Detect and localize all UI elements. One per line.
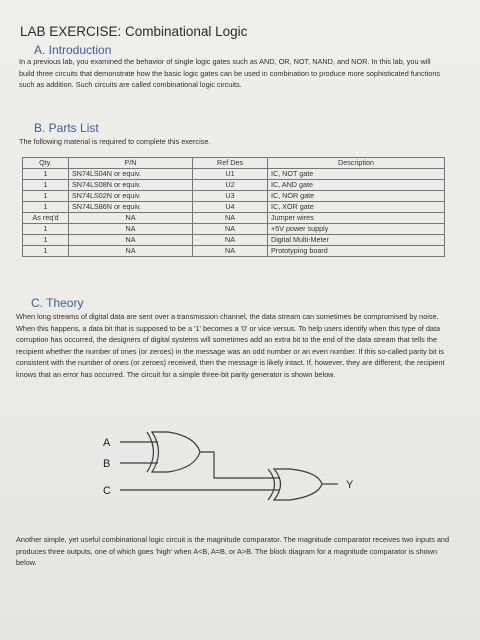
cell-qty: 1: [23, 180, 69, 191]
cell-ref-des: U1: [193, 169, 268, 180]
cell-description: Digital Multi-Meter: [268, 235, 445, 246]
introduction-paragraph: In a previous lab, you examined the behavior of single logic gates such as AND, OR, NOT, NAND, and NOR. In this lab, you will build three circuits that demonstrate how the basic logic gates can be used in combination to produce more sophisticated functions such as addition. Such circuits are called combinational logic circuits.: [19, 57, 441, 90]
cell-pn: NA: [69, 224, 193, 235]
column-header-description: Description: [268, 158, 445, 169]
theory-heading: C. Theory: [31, 296, 84, 310]
cell-pn: NA: [69, 235, 193, 246]
cell-ref-des: U3: [193, 191, 268, 202]
cell-description: Jumper wires: [268, 213, 445, 224]
cell-pn: SN74LS08N or equiv.: [69, 180, 193, 191]
comparator-paragraph: Another simple, yet useful combinational logic circuit is the magnitude comparator. The magnitude comparator receives two inputs and produces three outputs, one of which goes 'high' when A<B, A=B, or A>B. The block diagram for a magnitude comparator is shown below.: [16, 535, 450, 568]
xor-gate-2: [268, 469, 322, 500]
input-label-b: B: [103, 458, 111, 470]
cell-ref-des: NA: [193, 246, 268, 257]
column-header-qty: Qty.: [23, 158, 69, 169]
cell-ref-des: NA: [193, 224, 268, 235]
cell-ref-des: U4: [193, 202, 268, 213]
cell-description: IC, AND gate: [268, 180, 445, 191]
column-header-pn: P/N: [69, 158, 193, 169]
cell-ref-des: NA: [193, 213, 268, 224]
input-label-a: A: [103, 437, 111, 449]
cell-qty: 1: [23, 246, 69, 257]
cell-pn: NA: [69, 246, 193, 257]
cell-description: Prototyping board: [268, 246, 445, 257]
wire-xor1-out: [200, 452, 280, 478]
output-label-y: Y: [346, 479, 354, 491]
cell-description: IC, NOR gate: [268, 191, 445, 202]
theory-paragraph: When long streams of digital data are sent over a transmission channel, the data stream can sometimes be compromised by noise. When this happens, a data bit that is supposed to be a '1' becomes a '0' or vice versus. To help users identify when this type of data corruption has occurred, the designers of digital systems will sometimes add an extra bit to the end of the data stream that tells the recipient whether the number of ones (or zeroes) in the message was an odd number or an even number. If this so-called parity bit is consistent with the number of ones (or zeroes) received, then the message is likely intact. If, however, they are different, the recipient knows that an error has occurred. The circuit for a simple three-bit parity generator is shown below.: [16, 312, 445, 379]
cell-pn: SN74LS86N or equiv.: [69, 202, 193, 213]
cell-qty: 1: [23, 235, 69, 246]
cell-ref-des: U2: [193, 180, 268, 191]
cell-pn: SN74LS04N or equiv.: [69, 169, 193, 180]
cell-qty: 1: [23, 191, 69, 202]
cell-ref-des: NA: [193, 235, 268, 246]
cell-description: IC, XOR gate: [268, 202, 445, 213]
input-label-c: C: [103, 485, 111, 497]
parts-list-intro: The following material is required to complete this exercise.: [19, 137, 211, 146]
cell-qty: 1: [23, 169, 69, 180]
cell-qty: 1: [23, 202, 69, 213]
cell-description: +5V power supply: [268, 224, 445, 235]
parts-list-heading: B. Parts List: [34, 121, 99, 135]
cell-pn: SN74LS02N or equiv.: [69, 191, 193, 202]
cell-description: IC, NOT gate: [268, 169, 445, 180]
cell-pn: NA: [69, 213, 193, 224]
column-header-ref-des: Ref Des: [193, 158, 268, 169]
introduction-heading: A. Introduction: [34, 43, 112, 57]
cell-qty: 1: [23, 224, 69, 235]
document-title: LAB EXERCISE: Combinational Logic: [20, 24, 248, 39]
cell-qty: As req'd: [23, 213, 69, 224]
xor-gate-1: [147, 432, 200, 472]
